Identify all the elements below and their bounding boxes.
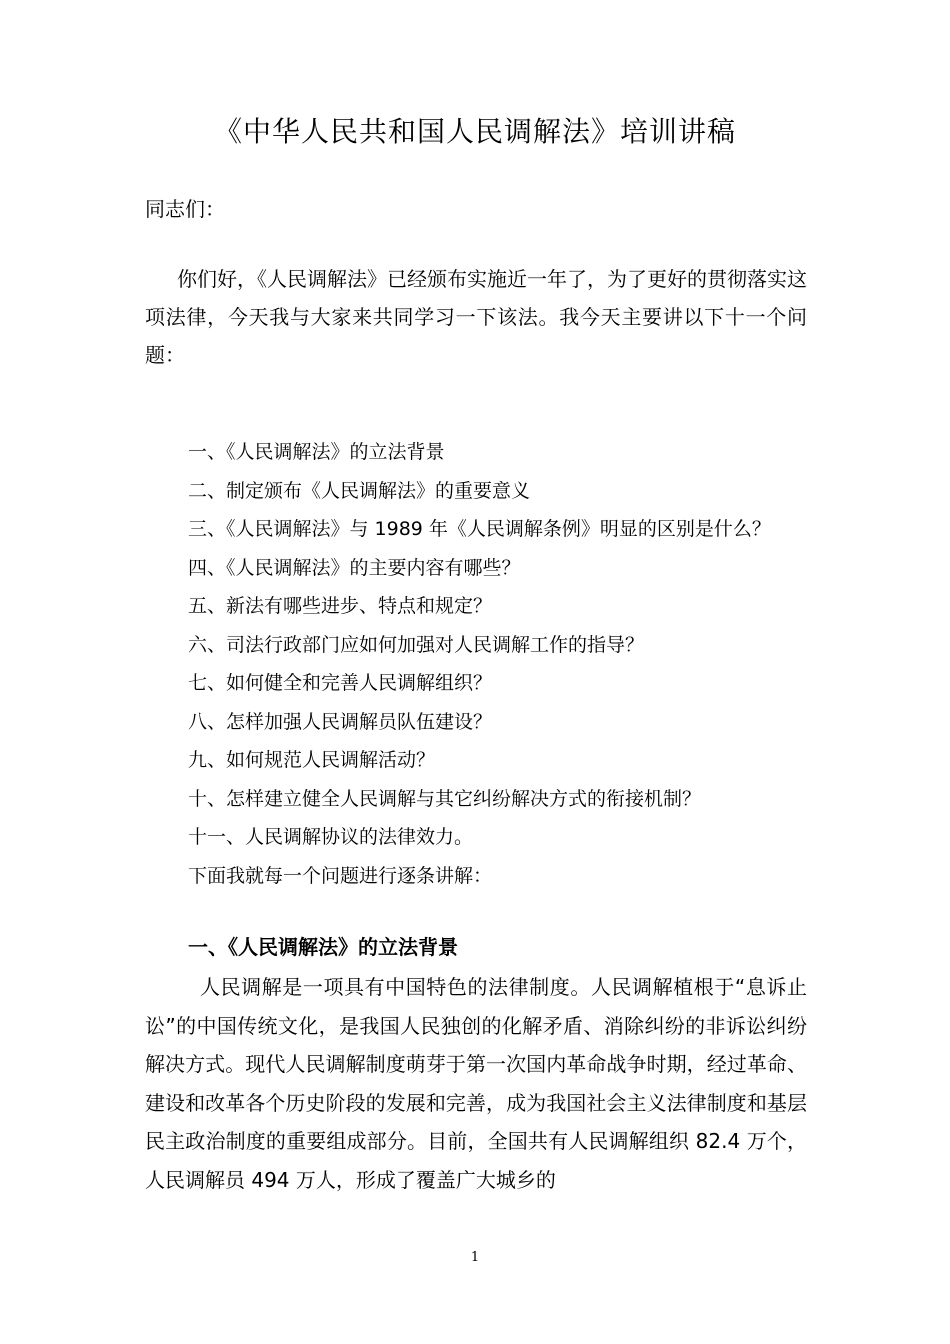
greeting: 同志们： [145, 197, 225, 221]
topic-item: 九、如何规范人民调解活动？ [188, 749, 436, 771]
topic-item: 一、《人民调解法》的立法背景 [188, 441, 445, 463]
transition-sentence: 下面我就每一个问题进行逐条讲解： [188, 864, 493, 887]
topic-item: 八、怎样加强人民调解员队伍建设？ [188, 710, 493, 733]
document-title: 《中华人民共和国人民调解法》培训讲稿 [213, 115, 736, 148]
topic-item: 十一、人民调解协议的法律效力。 [188, 826, 474, 848]
topic-item: 五、新法有哪些进步、特点和规定？ [188, 595, 493, 617]
topic-list [145, 433, 807, 895]
page-number: 1 [470, 1250, 480, 1265]
topic-item: 二、制定颁布《人民调解法》的重要意义 [188, 479, 531, 502]
intro-paragraph: 你们好，《人民调解法》已经颁布实施近一年了，为了更好的贯彻落实这项法律，今天我与大家来共同学习一下该法。我今天主要讲以下十一个问题： [145, 267, 807, 367]
topic-item: 三、《人民调解法》与 1989 年《人民调解条例》明显的区别是什么？ [188, 518, 771, 540]
topic-item: 六、司法行政部门应如何加强对人民调解工作的指导？ [188, 633, 645, 656]
topic-item: 七、如何健全和完善人民调解组织？ [188, 672, 493, 694]
topic-item: 十、怎样建立健全人民调解与其它纠纷解决方式的衔接机制？ [188, 787, 702, 810]
section-heading: 一、《人民调解法》的立法背景 [188, 935, 458, 959]
topic-item: 四、《人民调解法》的主要内容有哪些？ [188, 556, 521, 579]
section-body-paragraph: 人民调解是一项具有中国特色的法律制度。人民调解植根于“息诉止讼”的中国传统文化，是我国人民独创的化解矛盾、消除纠纷的非诉讼纠纷解决方式。现代人民调解制度萌芽于第一次国内革命战争时期，经过革命、建设和改革各个历史阶段的发展和完善，成为我国社会主义法律制度和基层民主政治制度的重要组成部分。目前，全国共有人民调解组织 82.4 万个，人民调解员 494 万人，形成了覆盖广大城乡的 [145, 975, 807, 1192]
